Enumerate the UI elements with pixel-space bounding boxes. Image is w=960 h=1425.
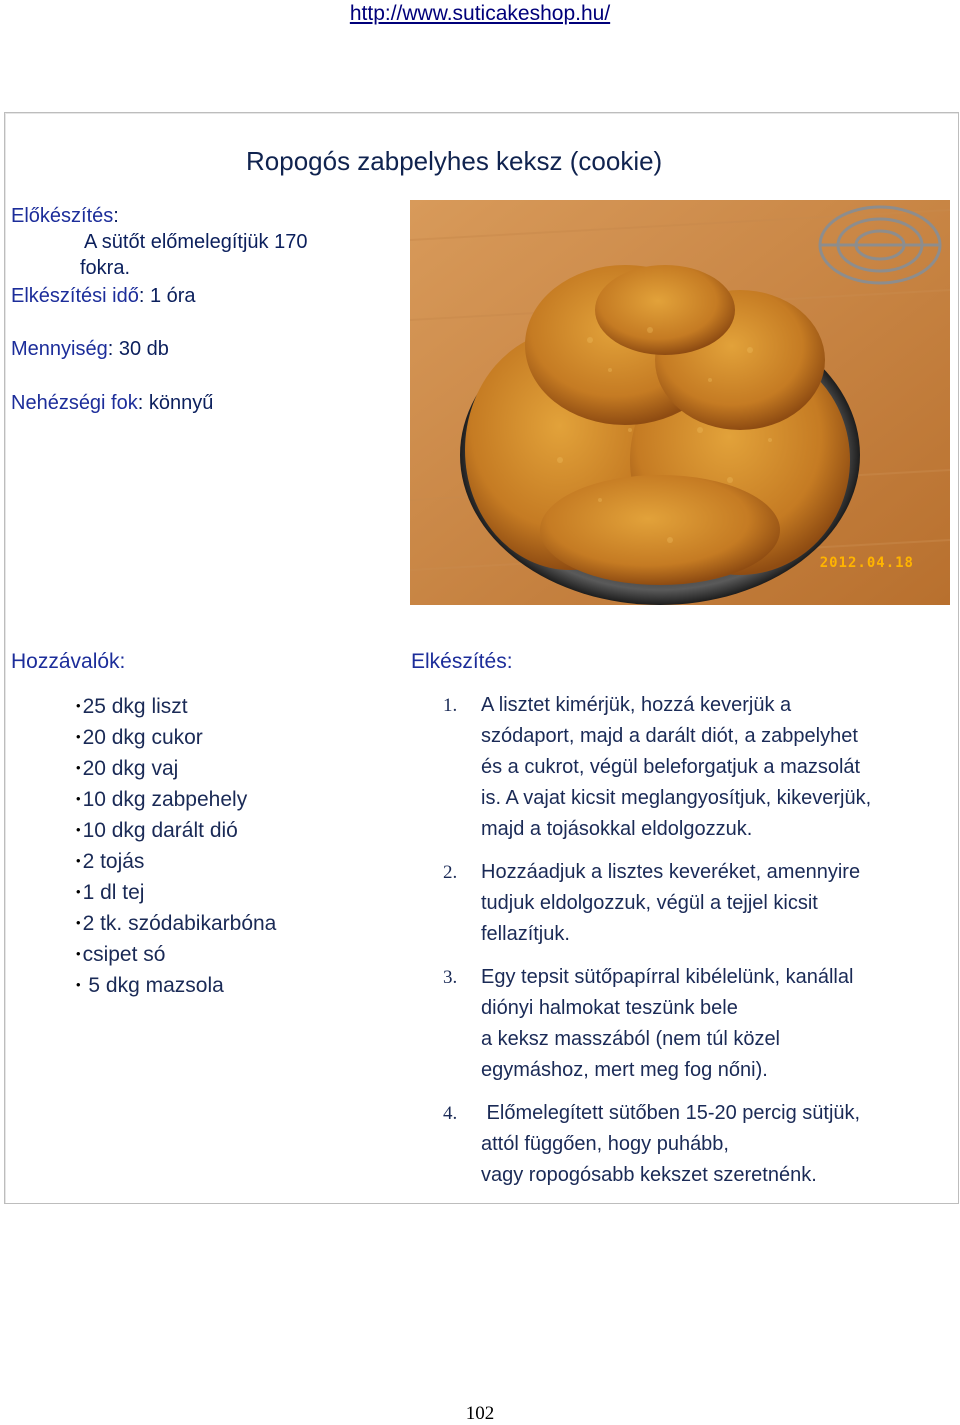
bullet-icon: • [76,946,81,961]
quantity-value: : 30 db [107,338,169,360]
step-text-line: szódaport, majd a darált diót, a zabpelyhet [481,725,858,747]
method-step [443,857,953,950]
step-text-line: és a cukrot, végül beleforgatjuk a mazsolát [481,756,861,778]
ingredient-text: 25 dkg liszt [82,695,188,718]
bullet-icon: • [76,822,81,837]
ingredient-item [76,721,276,752]
method-step [443,962,953,1086]
prep-text-line1: A sütőt előmelegítjük 170 [84,231,308,253]
quantity-label: Mennyiség [11,338,108,360]
recipe-title: Ropogós zabpelyhes keksz (cookie) [246,146,663,176]
ingredient-item [76,969,276,1000]
bullet-icon: • [76,698,81,713]
step-number: 3. [443,967,458,988]
page-number: 102 [465,1403,495,1424]
cookie-photo [410,200,950,605]
step-number: 2. [443,862,458,883]
method-steps [443,690,953,1191]
step-text-line: Előmelegített sütőben 15-20 percig sütjük, [481,1102,861,1124]
ingredient-text: csipet só [82,943,166,966]
ingredient-item [76,876,276,907]
time-label: Elkészítési idő [11,285,139,307]
step-text-line: a keksz masszából (nem túl közel [481,1028,781,1050]
cookie-photo-illustration [410,200,950,605]
ingredient-text: 1 dl tej [82,881,145,904]
difficulty-label: Nehézségi fok [11,392,138,414]
ingredient-item [76,938,276,969]
ingredient-text: 20 dkg cukor [82,726,203,749]
step-text-line: Hozzáadjuk a lisztes keveréket, amennyire [481,861,861,883]
bullet-icon: • [76,884,81,899]
ingredient-text: 2 tk. szódabikarbóna [82,912,277,935]
step-number: 4. [443,1103,458,1124]
ingredient-text: 20 dkg vaj [82,757,179,780]
step-text-line: A lisztet kimérjük, hozzá keverjük a [481,694,792,716]
prep-section [11,203,119,229]
ingredient-item [76,752,276,783]
bullet-icon: • [76,853,81,868]
ingredients-list [76,690,276,1000]
step-number: 1. [443,695,458,716]
prep-text-line2: fokra. [80,257,131,279]
ingredient-text: 5 dkg mazsola [82,974,224,997]
prep-colon: : [113,205,119,227]
step-text-line: is. A vajat kicsit meglangyosítjuk, kikeverjük, [481,787,872,809]
difficulty-value: : könnyű [137,392,214,414]
site-link[interactable]: http://www.suticakeshop.hu/ [349,2,611,25]
bullet-icon: • [76,791,81,806]
ingredient-item [76,783,276,814]
prep-label: Előkészítés [11,205,114,227]
method-step [443,1098,953,1191]
ingredient-item [76,907,276,938]
method-step [443,690,953,845]
ingredient-item [76,814,276,845]
time-row [11,283,196,309]
step-text-line: vagy ropogósabb kekszet szeretnénk. [481,1164,817,1186]
method-title: Elkészítés: [411,650,513,673]
ingredient-text: 10 dkg darált dió [82,819,238,842]
bullet-icon: • [76,977,81,992]
bullet-icon: • [76,760,81,775]
step-text-line: Egy tepsit sütőpapírral kibélelünk, kanállal [481,966,854,988]
ingredient-item [76,690,276,721]
photo-date-stamp: 2012.04.18 [819,555,914,571]
difficulty-row [11,390,213,416]
time-value: : 1 óra [138,285,196,307]
step-text-line: egymáshoz, mert meg fog nőni). [481,1059,768,1081]
ingredients-title: Hozzávalók: [11,650,126,673]
ingredient-text: 2 tojás [82,850,145,873]
quantity-row [11,336,169,362]
ingredient-text: 10 dkg zabpehely [82,788,248,811]
step-text-line: diónyi halmokat teszünk bele [481,997,738,1019]
bullet-icon: • [76,915,81,930]
bullet-icon: • [76,729,81,744]
step-text-line: fellazítjuk. [481,923,570,945]
step-text-line: tudjuk eldolgozzuk, végül a tejjel kicsit [481,892,818,914]
ingredient-item [76,845,276,876]
step-text-line: majd a tojásokkal eldolgozzuk. [481,818,753,840]
step-text-line: attól függően, hogy puhább, [481,1133,729,1155]
